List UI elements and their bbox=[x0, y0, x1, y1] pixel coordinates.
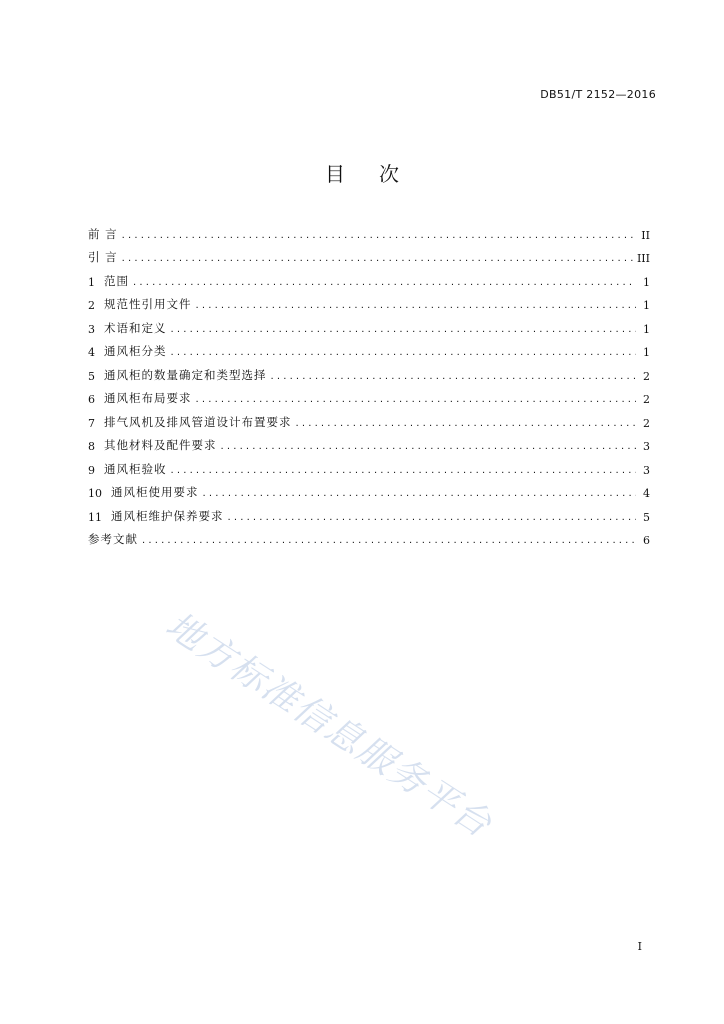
toc-leader-dots bbox=[228, 509, 637, 521]
toc-leader-dots bbox=[122, 227, 636, 239]
toc-entry-page: 1 bbox=[643, 322, 650, 336]
toc-title: 目次 bbox=[325, 162, 433, 186]
toc-entry[interactable] bbox=[88, 289, 650, 313]
toc-leader-dots bbox=[296, 415, 637, 427]
toc-entry[interactable] bbox=[88, 336, 650, 360]
toc-entry-label: 通风柜的数量确定和类型选择 bbox=[104, 367, 267, 382]
toc-entry-label: 通风柜使用要求 bbox=[111, 485, 199, 499]
toc-leader-dots bbox=[271, 368, 637, 380]
toc-entry-number: 8 bbox=[88, 440, 95, 453]
toc-leader-dots bbox=[196, 297, 637, 309]
toc-entry[interactable] bbox=[88, 265, 650, 289]
toc-entry-label: 术语和定义 bbox=[104, 320, 167, 335]
toc-entry[interactable] bbox=[88, 383, 650, 407]
toc-entry-number: 2 bbox=[88, 299, 95, 312]
toc-entry-page: 1 bbox=[643, 299, 650, 312]
toc-entry-label: 范围 bbox=[104, 273, 129, 288]
toc-entry-number: 4 bbox=[88, 346, 95, 359]
toc-entry[interactable] bbox=[88, 453, 650, 477]
toc-entry-number: 6 bbox=[88, 393, 95, 406]
toc-entry-label: 排气风机及排风管道设计布置要求 bbox=[104, 414, 292, 429]
toc-leader-dots bbox=[122, 250, 633, 262]
toc-entry[interactable] bbox=[88, 477, 650, 501]
toc-leader-dots bbox=[171, 344, 637, 356]
table-of-contents bbox=[88, 218, 650, 547]
toc-entry-page: 3 bbox=[643, 463, 650, 477]
toc-entry-label: 通风柜分类 bbox=[104, 344, 167, 358]
toc-entry-page: 1 bbox=[643, 275, 650, 289]
toc-entry-label: 参考文献 bbox=[88, 532, 138, 546]
toc-entry-label: 其他材料及配件要求 bbox=[104, 438, 217, 452]
toc-entry-number: 7 bbox=[88, 416, 95, 430]
toc-entry-number: 9 bbox=[88, 463, 95, 477]
toc-entry-page: II bbox=[641, 228, 650, 242]
watermark: 地方标准信息服务平台 bbox=[158, 604, 500, 847]
toc-leader-dots bbox=[133, 274, 636, 286]
toc-entry-page: 2 bbox=[643, 416, 650, 430]
toc-entry-page: III bbox=[636, 252, 650, 265]
toc-entry-number: 1 bbox=[88, 275, 95, 289]
toc-entry-label: 通风柜维护保养要求 bbox=[111, 508, 224, 523]
toc-entry-page: 2 bbox=[643, 393, 650, 406]
toc-leader-dots bbox=[171, 462, 637, 474]
toc-entry[interactable] bbox=[88, 430, 650, 454]
toc-entry[interactable] bbox=[88, 406, 650, 430]
toc-leader-dots bbox=[142, 532, 636, 544]
toc-entry-label: 前 言 bbox=[88, 226, 118, 241]
toc-entry-page: 1 bbox=[643, 346, 650, 359]
toc-entry-label: 通风柜布局要求 bbox=[104, 391, 192, 405]
toc-entry[interactable] bbox=[88, 218, 650, 242]
toc-entry[interactable] bbox=[88, 312, 650, 336]
toc-entry-number: 5 bbox=[88, 369, 95, 383]
toc-entry-page: 5 bbox=[643, 510, 650, 524]
toc-entry-number: 10 bbox=[88, 487, 102, 500]
toc-entry-page: 3 bbox=[643, 440, 650, 453]
toc-entry[interactable] bbox=[88, 524, 650, 548]
toc-entry-label: 规范性引用文件 bbox=[104, 297, 192, 311]
toc-leader-dots bbox=[221, 438, 637, 450]
toc-entry-page: 6 bbox=[643, 534, 650, 547]
document-code: DB51/T 2152—2016 bbox=[540, 88, 656, 101]
toc-entry[interactable] bbox=[88, 500, 650, 524]
toc-leader-dots bbox=[203, 485, 637, 497]
page-number: I bbox=[637, 940, 642, 953]
toc-entry-number: 3 bbox=[88, 322, 95, 336]
toc-entry-page: 4 bbox=[643, 487, 650, 500]
toc-entry[interactable] bbox=[88, 242, 650, 266]
toc-entry-label: 引 言 bbox=[88, 250, 118, 264]
toc-entry-page: 2 bbox=[643, 369, 650, 383]
toc-leader-dots bbox=[171, 321, 637, 333]
toc-entry-label: 通风柜验收 bbox=[104, 461, 167, 476]
toc-entry[interactable] bbox=[88, 359, 650, 383]
toc-entry-number: 11 bbox=[88, 510, 102, 524]
toc-leader-dots bbox=[196, 391, 637, 403]
